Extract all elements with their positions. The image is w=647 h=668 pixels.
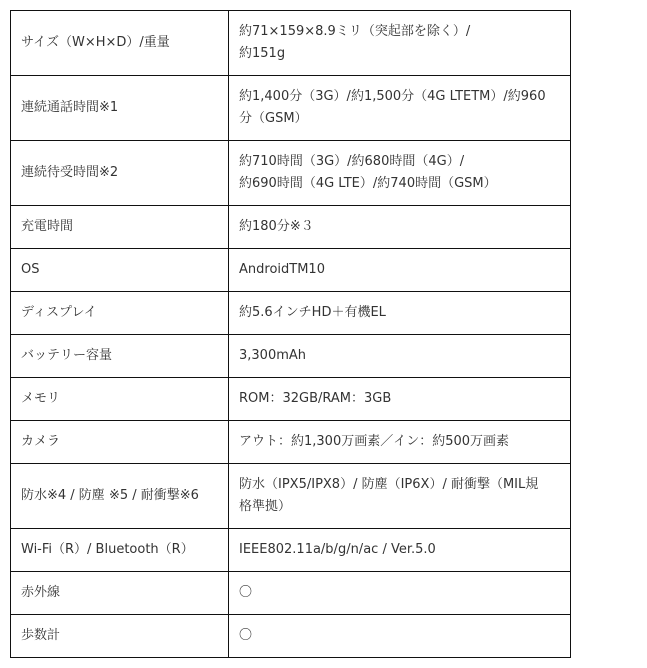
value-line: 約71×159×8.9ミリ（突起部を除く）/ (239, 24, 471, 39)
value-line: 約180分※３ (239, 219, 314, 234)
spec-table-body (11, 11, 571, 658)
row-label: 防水※4 / 防塵 ※5 / 耐衝撃※6 (11, 464, 229, 529)
row-value (229, 529, 571, 572)
row-value (229, 615, 571, 658)
row-value (229, 249, 571, 292)
row-label: OS (11, 249, 229, 292)
table-row (11, 141, 571, 206)
value-line: 約710時間（3G）/約680時間（4G）/ (239, 154, 465, 169)
table-row (11, 76, 571, 141)
value-line: 約690時間（4G LTE）/約740時間（GSM） (239, 176, 497, 191)
value-line: 防水（IPX5/IPX8）/ 防塵（IP6X）/ 耐衝撃（MIL規 (239, 477, 539, 492)
value-line: 格準拠） (239, 499, 292, 514)
spec-table (10, 10, 571, 658)
value-line: 〇 (239, 585, 253, 600)
row-label: メモリ (11, 378, 229, 421)
table-row (11, 249, 571, 292)
row-label: 歩数計 (11, 615, 229, 658)
row-value (229, 11, 571, 76)
value-line: ROM：32GB/RAM：3GB (239, 391, 392, 406)
row-value (229, 464, 571, 529)
table-row (11, 615, 571, 658)
value-line: 3,300mAh (239, 348, 307, 363)
row-value (229, 572, 571, 615)
row-label: 充電時間 (11, 206, 229, 249)
row-value (229, 141, 571, 206)
table-row (11, 292, 571, 335)
row-label: バッテリー容量 (11, 335, 229, 378)
value-line: IEEE802.11a/b/g/n/ac / Ver.5.0 (239, 542, 436, 557)
row-value (229, 378, 571, 421)
value-line: 約5.6インチHD＋有機EL (239, 305, 386, 320)
value-line: 約151g (239, 46, 286, 61)
row-value (229, 335, 571, 378)
table-row (11, 206, 571, 249)
row-label: 連続通話時間※1 (11, 76, 229, 141)
row-label: 連続待受時間※2 (11, 141, 229, 206)
row-label: 赤外線 (11, 572, 229, 615)
value-line: 〇 (239, 628, 253, 643)
row-label: カメラ (11, 421, 229, 464)
table-row (11, 335, 571, 378)
row-value (229, 206, 571, 249)
value-line: AndroidTM10 (239, 262, 325, 277)
row-label: ディスプレイ (11, 292, 229, 335)
table-row (11, 572, 571, 615)
row-value (229, 421, 571, 464)
table-row (11, 378, 571, 421)
table-row (11, 464, 571, 529)
value-line: 分（GSM） (239, 111, 308, 126)
table-row (11, 529, 571, 572)
value-line: アウト：約1,300万画素／イン：約500万画素 (239, 434, 510, 449)
table-row (11, 421, 571, 464)
table-row (11, 11, 571, 76)
row-label: サイズ（W×H×D）/重量 (11, 11, 229, 76)
row-value (229, 76, 571, 141)
row-value (229, 292, 571, 335)
value-line: 約1,400分（3G）/約1,500分（4G LTETM）/約960 (239, 89, 546, 104)
row-label: Wi-Fi（R）/ Bluetooth（R） (11, 529, 229, 572)
